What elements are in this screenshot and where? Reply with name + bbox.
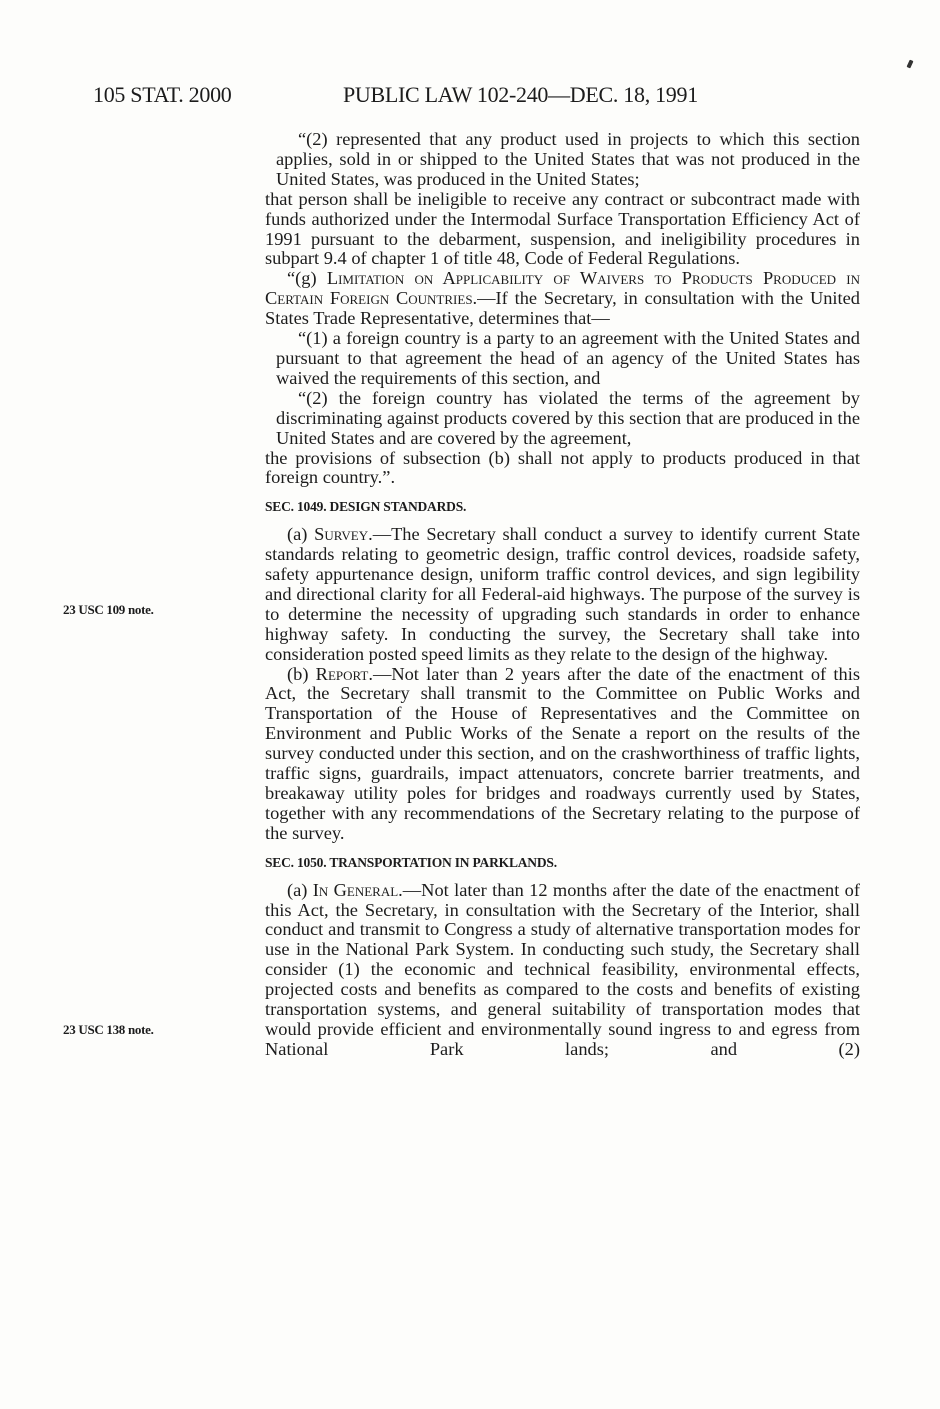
paragraph-ineligibility: that person shall be ineligible to receive any contract or subcontract made with funds authorized under the Intermodal Surface Transportation Efficiency Act of 1991 pursuant to the debarment, suspension, and ineligibility procedures in subpart 9.4 of chapter 1 of title 48, Code of Federal Regulations.	[265, 188, 860, 269]
section-1050-a-heading: In General.	[312, 879, 403, 900]
section-1050-a: (a) In General.—Not later than 12 months after the date of the enactment of this Act, the Secretary, in consultation with the Secretary of the Interior, shall conduct and transmit to Congress a study of alternative transportation modes for use in the National Park System. In conducting such study, the Secretary shall consider (1) the economic and technical feasibility, environmental effects, projected costs and benefits as compared to the costs and benefits of existing transportation systems, and general suitability of transportation modes that would provide efficient and environmentally sound ingress to and egress from National Park lands; and (2)	[265, 879, 860, 1059]
subsection-g-closing: the provisions of subsection (b) shall not apply to products produced in that foreign country.”.	[265, 447, 860, 488]
subsection-g: “(g) Limitation on Applicability of Waivers to Products Produced in Certain Foreign Countries.—If the Secretary, in consultation with the United States Trade Representative, determines that—	[265, 268, 860, 329]
document-body	[265, 130, 860, 1060]
margin-note-sec1050: 23 USC 138 note.	[63, 1022, 154, 1037]
subsection-g-item-1: “(1) a foreign country is a party to an agreement with the United States and pursuant to that agreement the head of an agency of the United States has waived the requirements of this section, and	[276, 328, 860, 388]
section-1049-a: (a) Survey.—The Secretary shall conduct a survey to identify current State standards relating to geometric design, traffic control devices, roadside safety, safety appurtenance design, uniform traffic control devices, and sign legibility and directional clarity for all Federal-aid highways. The purpose of the survey is to determine the necessity of upgrading such standards in order to enhance highway safety. In conducting the survey, the Secretary shall take into consideration posted speed limits as they relate to the design of the highway.	[265, 524, 860, 664]
subsection-g-item-2: “(2) the foreign country has violated the terms of the agreement by discriminating against products covered by this section that are produced in the United States and are covered by the agreement,	[276, 387, 860, 448]
subsection-g-heading: Limitation on Applicability of Waivers to Products Produced in Certain Foreign Countries.	[265, 268, 860, 309]
stat-page-number: 105 STAT. 2000	[93, 82, 232, 107]
section-1049-a-heading: Survey.	[314, 524, 373, 545]
scan-mark	[906, 60, 913, 69]
law-title: PUBLIC LAW 102-240—DEC. 18, 1991	[343, 82, 698, 107]
section-1049-b: (b) Report.—Not later than 2 years after the date of the enactment of this Act, the Secretary shall transmit to the Committee on Public Works and Transportation of the House of Representatives and the Committee on Environment and Public Works of the Senate a report on the results of the survey conducted under this section, and on the crashworthiness of traffic lights, traffic signs, guardrails, impact attenuators, concrete barrier treatments, and breakaway utility poles for bridges and roadways currently used by States, together with any recommendations of the Secretary relating to the purpose of the survey.	[265, 663, 860, 843]
section-1049-b-heading: Report.	[315, 663, 373, 684]
margin-note-sec1049: 23 USC 109 note.	[63, 602, 154, 617]
page-header	[93, 82, 853, 112]
section-1049-title: SEC. 1049. DESIGN STANDARDS.	[265, 499, 467, 515]
paragraph-item-2-continued: “(2) represented that any product used in projects to which this section applies, sold in or shipped to the United States that was not produced in the United States, was produced in the United States;	[276, 129, 860, 189]
section-1050-title: SEC. 1050. TRANSPORTATION IN PARKLANDS.	[265, 854, 557, 870]
